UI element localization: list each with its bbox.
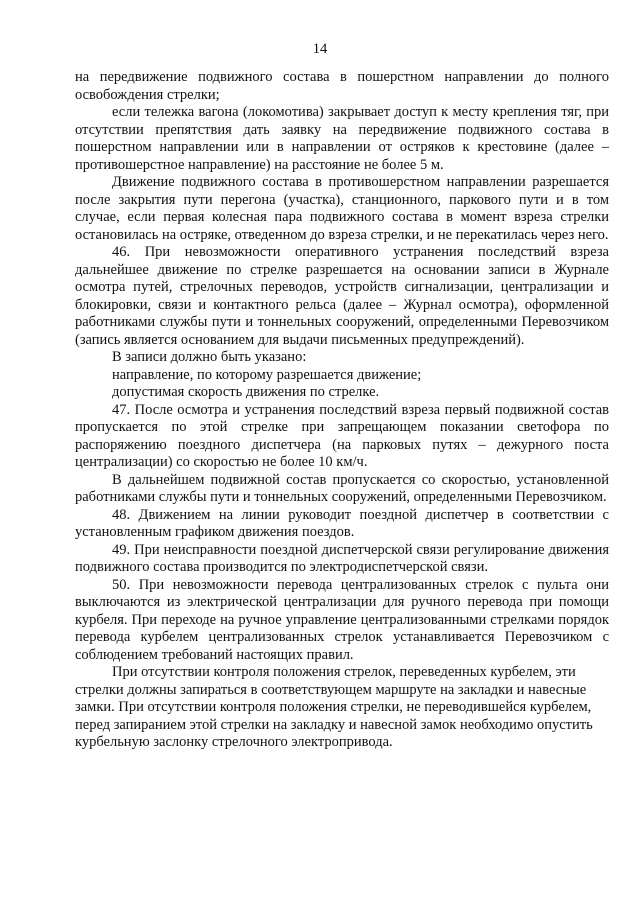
paragraph: допустимая скорость движения по стрелке. [112, 384, 380, 400]
paragraph: В дальнейшем подвижной состав пропускается со скоростью, установленной работниками службы пути и тоннельных сооружений, определенными Перевозчиком. [75, 471, 609, 505]
paragraph: 50. При невозможности перевода централизованных стрелок с пульта они выключаются из электрической централизации для ручного перевода при помощи курбеля. При переходе на ручное управление централизованными стрелками порядок перевода курбелем централизованных стрелок устанавливается Перевозчиком с соблюдением требований настоящих правил. [75, 576, 609, 663]
paragraph: При отсутствии контроля положения стрелок, переведенных курбелем, эти стрелки должны запираться в соответствующем маршруте на закладки и навесные замки. При отсутствии контроля положения стрелки, не переводившейся курбелем, перед запиранием этой стрелки на закладку и навесной замок необходимо опустить курбельную заслонку стрелочного электропривода. [75, 664, 593, 750]
paragraph: Движение подвижного состава в противошерстном направлении разрешается после закрытия пути перегона (участка), станционного, паркового пути и в том случае, если первая колесная пара подвижного состава в момент взреза стрелки остановилась на остряке, отведенном до взреза стрелки, и не перекатилась через него. [75, 174, 609, 243]
paragraph: 49. При неисправности поездной диспетчерской связи регулирование движения подвижного состава производится по электродиспетчерской связи. [75, 541, 609, 575]
paragraph: В записи должно быть указано: [112, 349, 307, 365]
paragraph: 47. После осмотра и устранения последствий взреза первый подвижной состав пропускается по этой стрелке при запрещающем показании светофора по распоряжению поездного диспетчера (на парковых путях – дежурного поста централизации) со скоростью не более 10 км/ч. [75, 401, 609, 470]
paragraph: 46. При невозможности оперативного устранения последствий взреза дальнейшее движение по стрелке разрешается на основании записи в Журнале осмотра путей, стрелочных переводов, устройств сигнализации, централизации и блокировки, связи и контактного рельса (далее – Журнал осмотра), оформленной работниками службы пути и тоннельных сооружений, определенными Перевозчиком (запись является основанием для выдачи письменных предупреждений). [75, 244, 609, 348]
paragraph: 48. Движением на линии руководит поездной диспетчер в соответствии с установленным графиком движения поездов. [75, 506, 609, 540]
paragraph: на передвижение подвижного состава в пошерстном направлении до полного освобождения стрелки; [75, 69, 609, 103]
paragraph: если тележка вагона (локомотива) закрывает доступ к месту крепления тяг, при отсутствии препятствия дать заявку на передвижение подвижного состава в пошерстном направлении или в направлении от остряков к крестовине (далее – противошерстное направление) на расстояние не более 5 м. [75, 104, 609, 173]
paragraph: направление, по которому разрешается движение; [112, 366, 422, 383]
page-number: 14 [312, 41, 328, 57]
document-body [75, 69, 609, 752]
